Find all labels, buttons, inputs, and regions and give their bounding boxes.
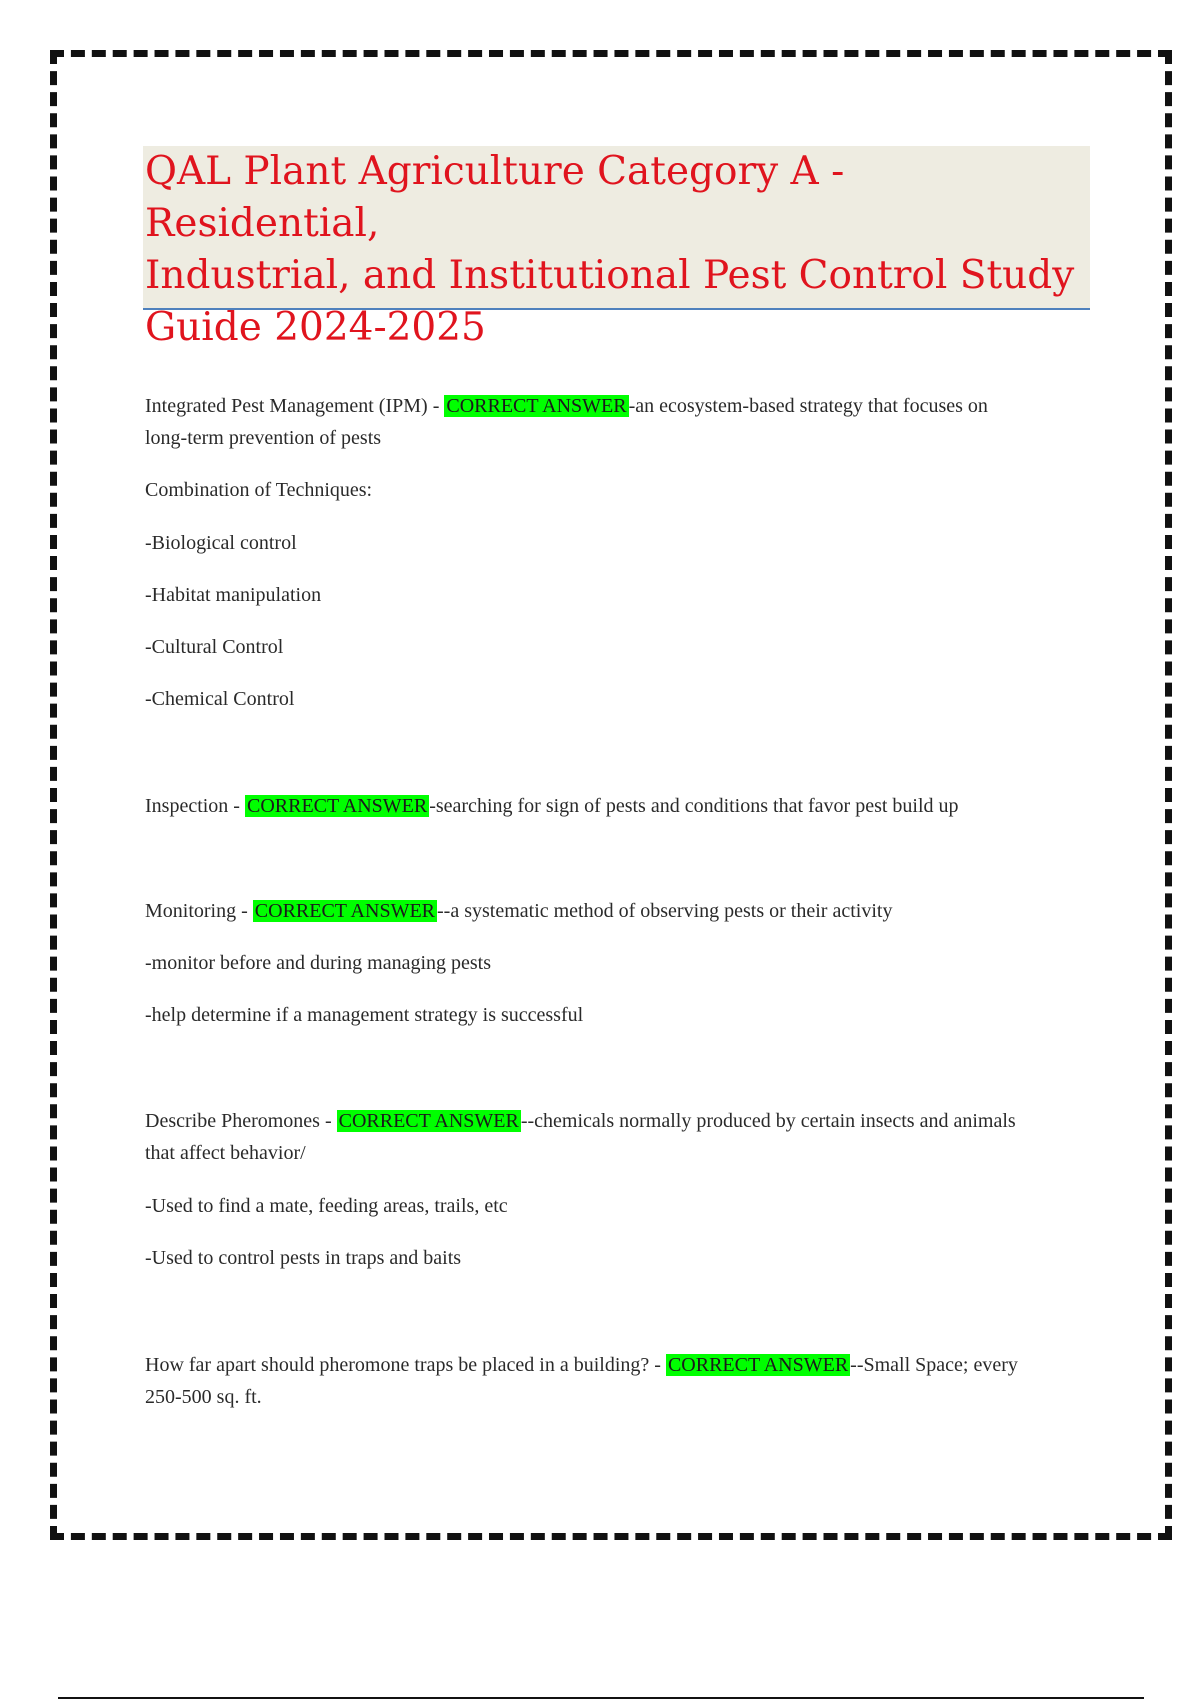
- combination-heading: Combination of Techniques:: [145, 479, 373, 501]
- trap-spacing-entry: [145, 1349, 1018, 1381]
- pheromones-answer-label: CORRECT ANSWER: [338, 1110, 519, 1132]
- monitoring-definition: --a systematic method of observing pests or their activity: [437, 900, 893, 922]
- inspection-term: Inspection -: [145, 795, 245, 817]
- pheromones-term: Describe Pheromones -: [145, 1110, 337, 1132]
- trap-spacing-answer-label: CORRECT ANSWER: [667, 1354, 849, 1376]
- ipm-definition-continued: long-term prevention of pests: [145, 427, 382, 449]
- ipm-answer-label: CORRECT ANSWER: [446, 395, 627, 417]
- ipm-term: Integrated Pest Management (IPM) -: [145, 395, 445, 417]
- monitoring-answer-label: CORRECT ANSWER: [254, 900, 435, 922]
- list-item: -Used to find a mate, feeding areas, trails, etc: [145, 1195, 508, 1217]
- monitoring-entry: [145, 895, 892, 927]
- list-item: -Biological control: [145, 532, 297, 554]
- list-item: -help determine if a management strategy is successful: [145, 1004, 584, 1026]
- pheromones-entry: [145, 1105, 1016, 1137]
- list-item: -Used to control pests in traps and baits: [145, 1247, 462, 1269]
- list-item: -Cultural Control: [145, 636, 284, 658]
- inspection-entry: [145, 790, 959, 822]
- trap-spacing-definition-line1: --Small Space; every: [850, 1354, 1018, 1376]
- title-block: [143, 146, 1090, 350]
- ipm-entry: [145, 390, 988, 422]
- list-item: -Chemical Control: [145, 688, 295, 710]
- monitoring-term: Monitoring -: [145, 900, 253, 922]
- inspection-definition: -searching for sign of pests and conditions that favor pest build up: [429, 795, 959, 817]
- footer-divider: [58, 1697, 1144, 1699]
- list-item: -Habitat manipulation: [145, 584, 322, 606]
- trap-spacing-definition-continued: 250-500 sq. ft.: [145, 1386, 262, 1408]
- pheromones-definition-line1: --chemicals normally produced by certain insects and animals: [520, 1110, 1016, 1132]
- inspection-answer-label: CORRECT ANSWER: [246, 795, 428, 817]
- document-title: QAL Plant Agriculture Category A - Residential, Industrial, and Institutional Pest Control Study Guide 2024-2025: [145, 149, 1075, 350]
- ipm-definition-line1: -an ecosystem-based strategy that focuses on: [628, 395, 988, 417]
- pheromones-definition-continued: that affect behavior/: [145, 1142, 306, 1164]
- trap-spacing-term: How far apart should pheromone traps be placed in a building? -: [145, 1354, 666, 1376]
- list-item: -monitor before and during managing pests: [145, 952, 492, 974]
